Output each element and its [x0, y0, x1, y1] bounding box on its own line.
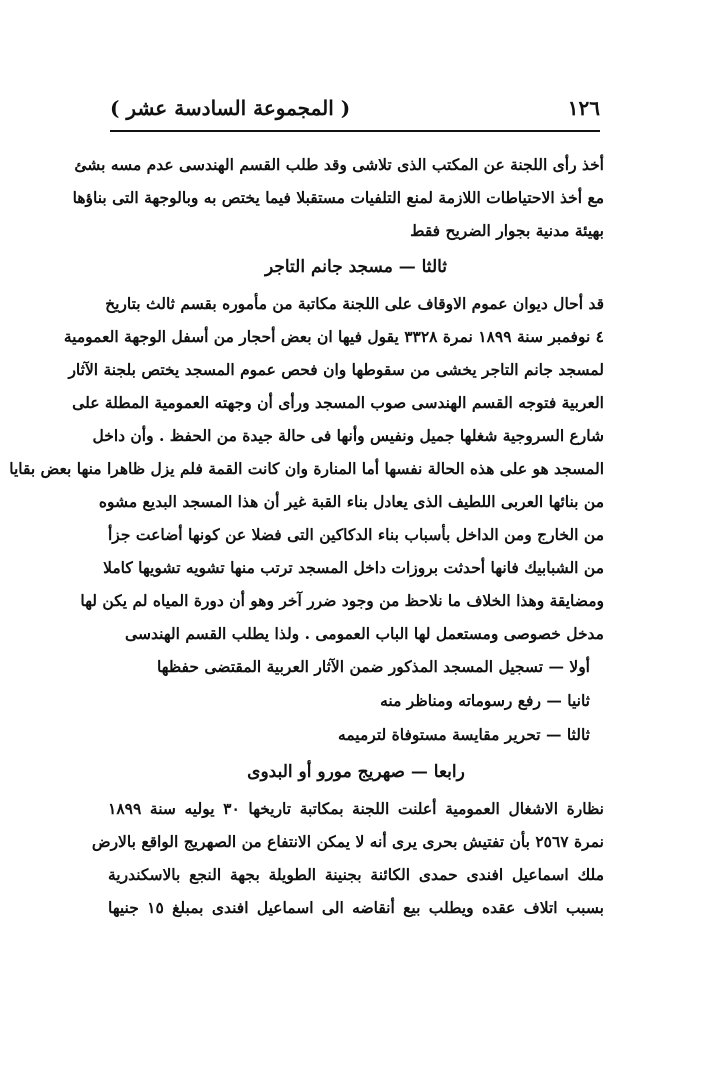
header-rule: [110, 130, 600, 132]
list-item: أولا — تسجيل المسجد المذكور ضمن الآثار العربية المقتضى حفظها: [156, 657, 590, 676]
running-title: ( المجموعة السادسة عشر ): [110, 96, 351, 120]
text-line: شارع السروجية شغلها جميل ونفيس وأنها فى حالة جيدة من الحفظ . وأن داخل: [92, 426, 604, 445]
text-line: لمسجد جانم التاجر يخشى من سقوطها وان فحص عموم المسجد يختص بلجنة الآثار: [68, 360, 604, 379]
text-line: قد أحال ديوان عموم الاوقاف على اللجنة مكاتبة من مأموره بقسم ثالث بتاريخ: [105, 294, 604, 313]
page-number: ١٢٦: [567, 96, 600, 120]
text-line: ومضايقة وهذا الخلاف ما نلاحظ من وجود ضرر آخر وهو أن دورة المياه لم يكن لها: [80, 591, 604, 610]
section-heading-third: ثالثا — مسجد جانم التاجر: [264, 257, 448, 277]
list-item: ثانيا — رفع رسوماته ومناظر منه: [380, 691, 590, 710]
text-line: ٤ نوفمبر سنة ١٨٩٩ نمرة ٣٣٢٨ يقول فيها ان بعض أحجار من أسفل الوجهة العمومية: [63, 327, 604, 346]
text-line: بسبب اتلاف عقده ويطلب بيع أنقاضه الى اسماعيل افندى بمبلغ ١٥ جنيها: [108, 898, 604, 917]
text-line: ملك اسماعيل افندى حمدى الكائنة بجنينة الطويلة بجهة النجع بالاسكندرية: [108, 865, 604, 884]
text-line: مع أخذ الاحتياطات اللازمة لمنع التلفيات مستقبلا فيما يختص به وبالوجهة التى بناؤها: [72, 188, 604, 207]
text-line: نمرة ٢٥٦٧ بأن تفتيش بحرى يرى أنه لا يمكن الانتفاع من الصهريج الواقع بالارض: [91, 832, 604, 851]
text-line: من بنائها العربى اللطيف الذى يعادل بناء القبة غير أن هذا المسجد البديع مشوه: [98, 492, 604, 511]
text-line: من الشبابيك فانها أحدثت بروزات داخل المسجد ترتب منها تشويه تشويها كاملا: [103, 558, 604, 577]
text-line: من الخارج ومن الداخل بأسباب بناء الدكاكين التى فضلا عن كونها أضاعت جزأ: [108, 525, 604, 544]
text-line: أخذ رأى اللجنة عن المكتب الذى تلاشى وقد طلب القسم الهندسى عدم مسه بشئ: [74, 155, 604, 174]
body-text: [9, 148, 604, 924]
text-line: المسجد هو على هذه الحالة نفسها أما المنارة وان كانت القمة فلم يزل ظاهرا منها بعض بقايا: [9, 459, 604, 478]
section-heading-fourth: رابعا — صهريج مورو أو البدوى: [247, 762, 465, 782]
text-line: العربية فتوجه القسم الهندسى صوب المسجد ورأى أن وجهته العمومية المطلة على: [72, 393, 604, 412]
list-item: ثالثا — تحرير مقايسة مستوفاة لترميمه: [338, 725, 590, 744]
text-line: بهيئة مدنية بجوار الضريح فقط: [410, 221, 604, 240]
text-line: نظارة الاشغال العمومية أعلنت اللجنة بمكاتبة تاريخها ٣٠ يوليه سنة ١٨٩٩: [108, 799, 604, 818]
text-line: مدخل خصوصى ومستعمل لها الباب العمومى . ولذا يطلب القسم الهندسى: [125, 624, 604, 643]
page-header: [110, 96, 600, 130]
